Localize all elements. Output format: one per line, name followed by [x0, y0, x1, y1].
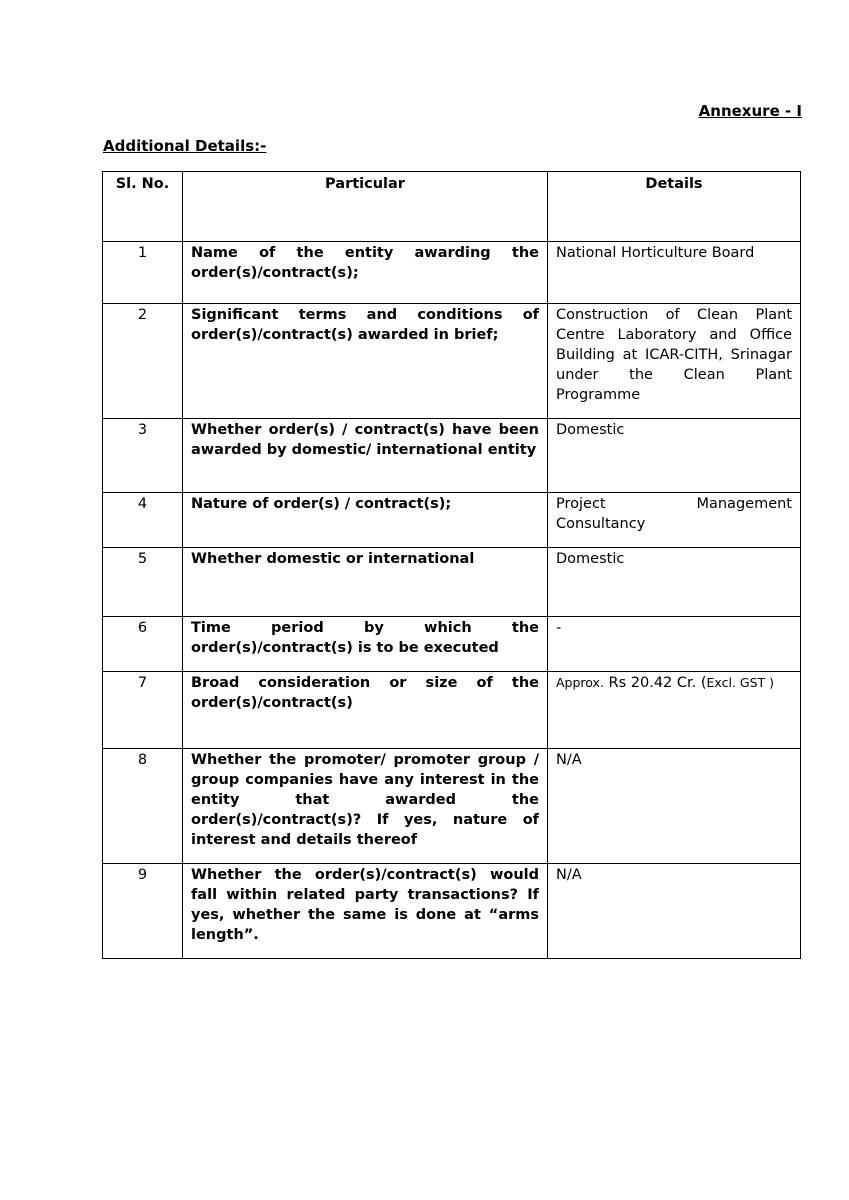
row-particular: Time period by which the order(s)/contract(s) is to be executed: [183, 617, 548, 672]
row-details: Project Management Consultancy: [548, 493, 801, 548]
row-details: N/A: [548, 749, 801, 864]
table-row: [103, 304, 801, 419]
row-sl-number: 3: [103, 419, 183, 493]
row-sl-number: 1: [103, 242, 183, 304]
details-suffix: Excl. GST ): [706, 675, 775, 690]
header-particular: Particular: [183, 172, 548, 242]
details-prefix: Approx.: [556, 675, 604, 690]
row-details: N/A: [548, 864, 801, 959]
row-sl-number: 2: [103, 304, 183, 419]
row-details: National Horticulture Board: [548, 242, 801, 304]
additional-details-table: [102, 171, 801, 959]
row-particular: Broad consideration or size of the order(s)/contract(s): [183, 672, 548, 749]
row-particular: Significant terms and conditions of order(s)/contract(s) awarded in brief;: [183, 304, 548, 419]
table-row: [103, 548, 801, 617]
table-row: [103, 749, 801, 864]
row-particular: Whether the promoter/ promoter group / group companies have any interest in the entity that awarded the order(s)/contract(s)? If yes, nature of interest and details thereof: [183, 749, 548, 864]
details-amount: Rs 20.42 Cr. (: [608, 675, 707, 691]
row-particular: Whether order(s) / contract(s) have been awarded by domestic/ international entity: [183, 419, 548, 493]
table-row: [103, 672, 801, 749]
annexure-label: Annexure - I: [698, 102, 802, 120]
table-row: [103, 864, 801, 959]
section-title: Additional Details:-: [103, 137, 267, 155]
row-sl-number: 6: [103, 617, 183, 672]
row-particular: Whether domestic or international: [183, 548, 548, 617]
row-sl-number: 8: [103, 749, 183, 864]
row-sl-number: 5: [103, 548, 183, 617]
row-sl-number: 9: [103, 864, 183, 959]
table-row: [103, 493, 801, 548]
row-details: -: [548, 617, 801, 672]
row-sl-number: 4: [103, 493, 183, 548]
header-sl-no: Sl. No.: [103, 172, 183, 242]
row-particular: Name of the entity awarding the order(s)/contract(s);: [183, 242, 548, 304]
row-particular: Whether the order(s)/contract(s) would fall within related party transactions? If yes, whether the same is done at “arms length”.: [183, 864, 548, 959]
table-row: [103, 242, 801, 304]
row-details: [548, 672, 801, 749]
table-header-row: [103, 172, 801, 242]
row-details: Domestic: [548, 548, 801, 617]
header-details: Details: [548, 172, 801, 242]
row-particular: Nature of order(s) / contract(s);: [183, 493, 548, 548]
row-details: Construction of Clean Plant Centre Laboratory and Office Building at ICAR-CITH, Srinagar under the Clean Plant Programme: [548, 304, 801, 419]
table-row: [103, 419, 801, 493]
table-row: [103, 617, 801, 672]
row-sl-number: 7: [103, 672, 183, 749]
row-details: Domestic: [548, 419, 801, 493]
